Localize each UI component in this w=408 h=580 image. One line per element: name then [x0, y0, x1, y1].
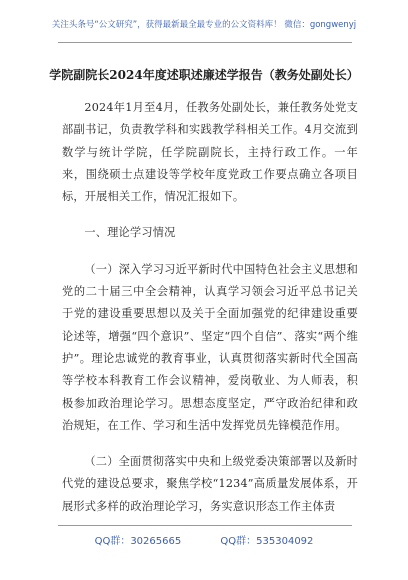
body-paragraph-1: （一）深入学习习近平新时代中国特色社会主义思想和党的二十届三中全会精神，认真学习领会习近平总书记关于党的建设重要思想以及关于全面加强党的纪律建设重要论述等，增强“四个意识”、坚定“四个自信”、落实“两个维护”。理论忠诚党的教育事业，认真贯彻落实新时代全国高等学校本科教育工作会议精神，爱岗敬业、为人师表，积极参加政治理论学习。思想态度坚定，严守政治纪律和政治规矩，在工作、学习和生活中发挥党员先锋模范作用。: [62, 262, 358, 432]
footer: [0, 532, 408, 547]
header-banner: 关注头条号“公文研究”，获得最新最全最专业的公文资料库！ 微信：gongwenyj: [51, 20, 357, 30]
footer-qq-group-2: QQ群：535304092: [220, 536, 314, 547]
footer-divider: [58, 525, 352, 526]
document-title: 学院副院长2024年度述职述廉述学报告（教务处副处长）: [49, 68, 359, 82]
document-body: [62, 97, 358, 518]
section-heading: 一、理论学习情况: [84, 226, 176, 240]
body-paragraph-2: （二）全面贯彻落实中央和上级党委决策部署以及新时代党的建设总要求，聚焦学校“1234”高质量发展体系，开展形式多样的政治理论学习，务实意识形态工作主体责: [62, 455, 358, 513]
header-divider: [58, 42, 352, 43]
footer-qq-group-1: QQ群：30265665: [94, 536, 182, 547]
intro-paragraph: 2024年1月至4月，任教务处副处长，兼任教务处党支部副书记，负责教学科和实践教学科相关工作。4月交流到数学与统计学院，任学院副院长，主持行政工作。一年来，围绕硕士点建设等学校年度党政工作要点确立各项目标，开展相关工作，情况汇报如下。: [62, 101, 358, 204]
